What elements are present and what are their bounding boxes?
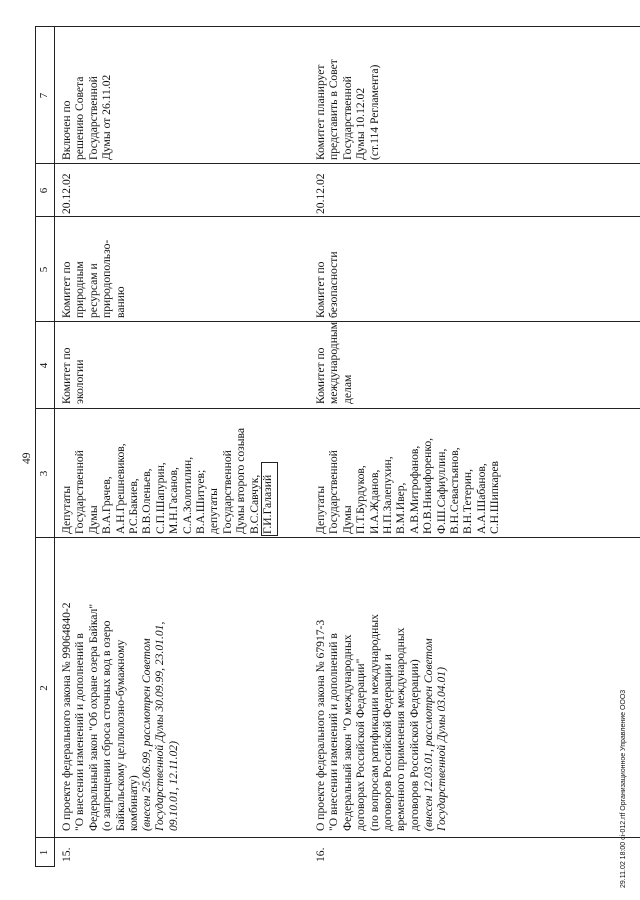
remark: Включен по решению Совета Государственной Думы от 26.11.02 [60, 74, 114, 160]
column-header: 7 [38, 92, 50, 99]
bill-history-note: (внесен 25.06.99, рассмотрен Советом Государственной Думы 30.09.99, 23.01.01, 09.10.01, 12.11.02) [140, 621, 180, 831]
column-rule [35, 537, 640, 538]
column-header: 6 [38, 187, 50, 194]
column-rule [35, 163, 640, 164]
bill-title: О проекте федерального закона № 67917-3 "О внесении изменений и дополнений в Федеральный закон "О международных договорах Российской Федерации" (по вопросам ратификации международных договоров Российской Федерации и временного применения международных договоров Российской Федерации) [314, 614, 421, 831]
column-header: 4 [38, 362, 50, 369]
column-header: 2 [38, 685, 50, 691]
page-number: 49 [21, 452, 33, 464]
co-executor-committee: Комитет по природным ресурсам и природопользо- ванию [60, 239, 127, 318]
planned-date: 20.12.02 [60, 173, 73, 214]
co-executor-committee: Комитет по безопасности [314, 251, 341, 318]
column-rule [35, 216, 640, 217]
column-header: 5 [38, 266, 50, 273]
column-rule [35, 837, 640, 838]
header-bottom-border [54, 27, 55, 867]
table-top-border [35, 27, 36, 867]
highlighted-author: Г.И.Галазий [261, 474, 274, 534]
row-number: 16. [314, 847, 327, 862]
remark: Комитет планирует представить в Совет Государственной Думы 10.12.02 (ст.114 Регламента) [314, 59, 381, 160]
bill-authors: Депутаты Государственной Думы В.А.Грачев, А.Н.Грешневиков, Р.С.Бакиев, В.В.Оленьев, С.П.Шапурин, М.Н.Гасанов, С.А.Золотилин, В.А.Шитуев; депутаты Государственной Думы второго созыва В.С.Савчук, [60, 427, 261, 534]
responsible-committee: Комитет по экологии [60, 347, 87, 404]
column-rule [35, 26, 640, 27]
footer-text: 29.11.02 18:00 ci-012.rtf Организационное Управление ООО3 [620, 689, 627, 888]
bill-authors: Депутаты Государственной Думы П.Т.Бурдуков, И.А.Жданов, Н.П.Залепухин, В.М.Ивер, А.В.Митрофанов, Ю.В.Никифоренко, Ф.Ш.Сафиуллин, В.Н.Севастьянов, В.Н.Тетерин, А.А.Шабанов, С.Н.Шипкарев [314, 437, 502, 534]
column-header: 3 [38, 470, 50, 477]
bill-title: О проекте федерального закона № 99064840-2 "О внесении изменений и дополнений в Федеральный закон "Об охране озера Байкал" (о запрещении сброса сточных вод в озеро Байкальскому целлюлозно-бумажному комбинату) [60, 602, 141, 831]
column-rule [35, 408, 640, 409]
row-number: 15. [60, 847, 73, 862]
bill-history-note: (внесен 12.03.01, рассмотрен Советом Государственной Думы 03.04.01) [422, 638, 449, 831]
planned-date: 20.12.02 [314, 173, 327, 214]
column-header: 1 [38, 849, 50, 856]
responsible-committee: Комитет по международным делам [314, 321, 354, 404]
